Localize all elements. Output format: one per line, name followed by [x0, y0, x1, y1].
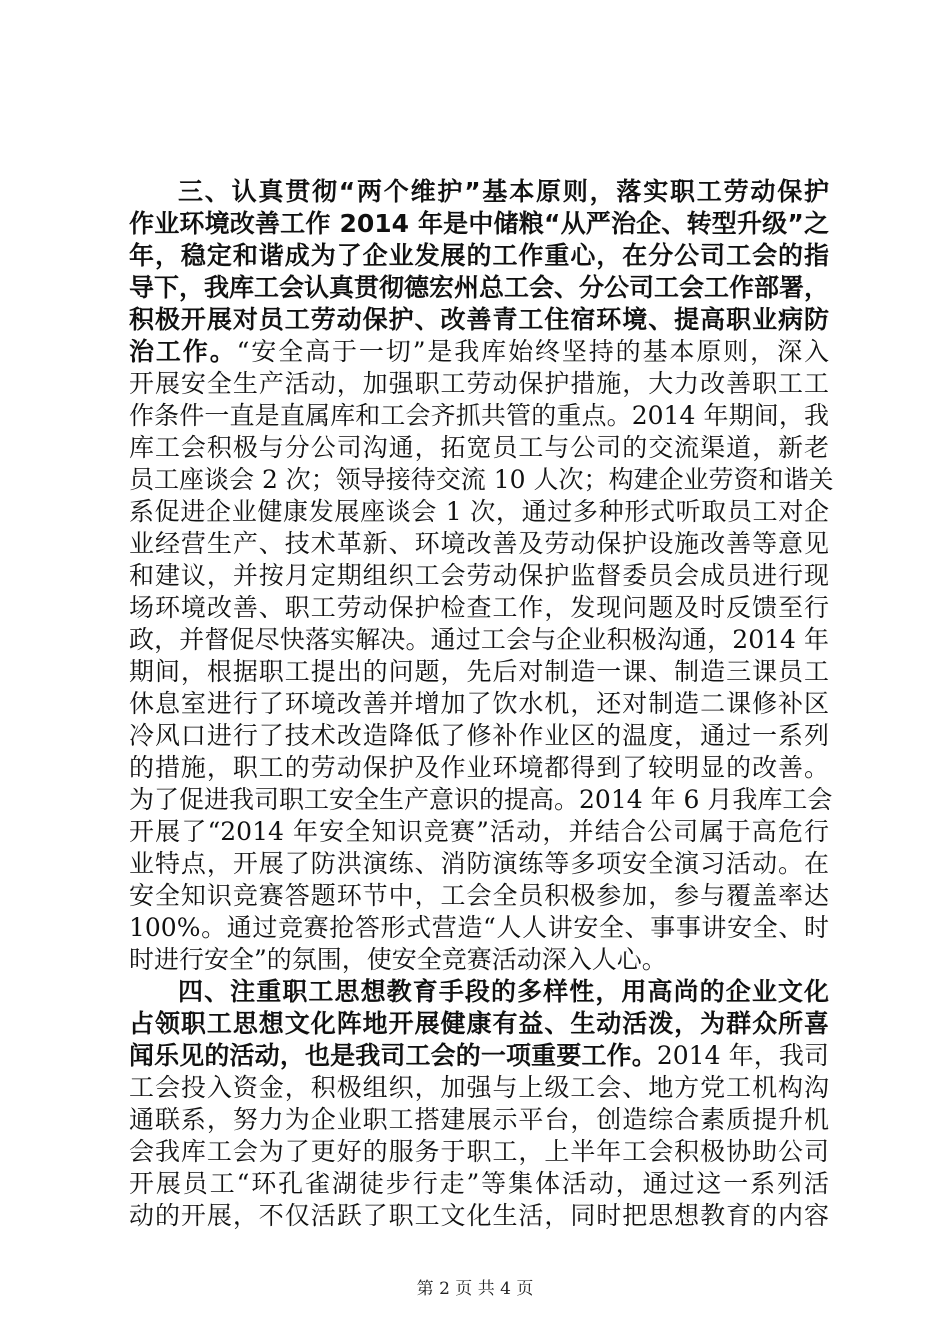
text-line: 占领职工思想文化阵地开展健康有益、生动活泼，为群众所喜: [129, 1009, 829, 1038]
text-line: 年，稳定和谐成为了企业发展的工作重心，在分公司工会的指: [129, 241, 829, 270]
text-line: 开展了“2014 年安全知识竞赛”活动，并结合公司属于高危行: [129, 817, 829, 846]
text-line: 开展安全生产活动，加强职工劳动保护措施，大力改善职工工: [129, 369, 829, 398]
text-line: 工会投入资金，积极组织，加强与上级工会、地方党工机构沟: [129, 1073, 829, 1102]
text-line: 安全知识竞赛答题环节中，工会全员积极参加，参与覆盖率达: [129, 881, 829, 910]
text-line: 休息室进行了环境改善并增加了饮水机，还对制造二课修补区: [129, 689, 829, 718]
text-line: [129, 336, 829, 368]
text-line: 冷风口进行了技术改造降低了修补作业区的温度，通过一系列: [129, 721, 829, 750]
text-span: 2014 年，我司: [656, 1041, 829, 1070]
text-line: [129, 1040, 829, 1072]
text-line: 场环境改善、职工劳动保护检查工作，发现问题及时反馈至行: [129, 593, 829, 622]
text-line: 业特点，开展了防洪演练、消防演练等多项安全演习活动。在: [129, 849, 829, 878]
text-line: 为了促进我司职工安全生产意识的提高。2014 年 6 月我库工会: [129, 785, 833, 814]
text-line: 通联系，努力为企业职工搭建展示平台，创造综合素质提升机: [129, 1105, 829, 1134]
text-line: 业经营生产、技术革新、环境改善及劳动保护设施改善等意见: [129, 529, 829, 558]
page-footer: 第 2 页 共 4 页: [416, 1279, 534, 1299]
text-line: 政，并督促尽快落实解决。通过工会与企业积极沟通，2014 年: [129, 625, 829, 654]
text-line: 系促进企业健康发展座谈会 1 次，通过多种形式听取员工对企: [129, 497, 829, 526]
text-line: 期间，根据职工提出的问题，先后对制造一课、制造三课员工: [129, 657, 829, 686]
text-line: 四、注重职工思想教育手段的多样性，用高尚的企业文化: [178, 977, 829, 1006]
text-line: 和建议，并按月定期组织工会劳动保护监督委员会成员进行现: [129, 561, 829, 590]
text-line: 积极开展对员工劳动保护、改善青工住宿环境、提高职业病防: [129, 305, 829, 334]
text-line: 库工会积极与分公司沟通，拓宽员工与公司的交流渠道，新老: [129, 433, 829, 462]
text-line: 时进行安全”的氛围，使安全竞赛活动深入人心。: [129, 945, 667, 974]
text-line: 作业环境改善工作 2014 年是中储粮“从严治企、转型升级”之: [129, 209, 829, 238]
text-line: 作条件一直是直属库和工会齐抓共管的重点。2014 年期间，我: [129, 401, 829, 430]
text-line: 的措施，职工的劳动保护及作业环境都得到了较明显的改善。: [129, 753, 829, 782]
text-line: 会我库工会为了更好的服务于职工，上半年工会积极协助公司: [129, 1137, 829, 1166]
text-line: 开展员工“环孔雀湖徒步行走”等集体活动，通过这一系列活: [129, 1169, 829, 1198]
text-line: 动的开展，不仅活跃了职工文化生活，同时把思想教育的内容: [129, 1201, 829, 1230]
text-line: 三、认真贯彻“两个维护”基本原则，落实职工劳动保护: [178, 177, 829, 206]
text-line: 100%。通过竞赛抢答形式营造“人人讲安全、事事讲安全、时: [129, 913, 829, 942]
text-span-bold: 治工作。: [129, 337, 237, 366]
text-line: 导下，我库工会认真贯彻德宏州总工会、分公司工会工作部署，: [129, 273, 830, 302]
text-span-bold: 闻乐见的活动，也是我司工会的一项重要工作。: [129, 1041, 657, 1070]
text-line: 员工座谈会 2 次；领导接待交流 10 人次；构建企业劳资和谐关: [129, 465, 834, 494]
text-span: “安全高于一切”是我库始终坚持的基本原则，深入: [236, 337, 829, 366]
